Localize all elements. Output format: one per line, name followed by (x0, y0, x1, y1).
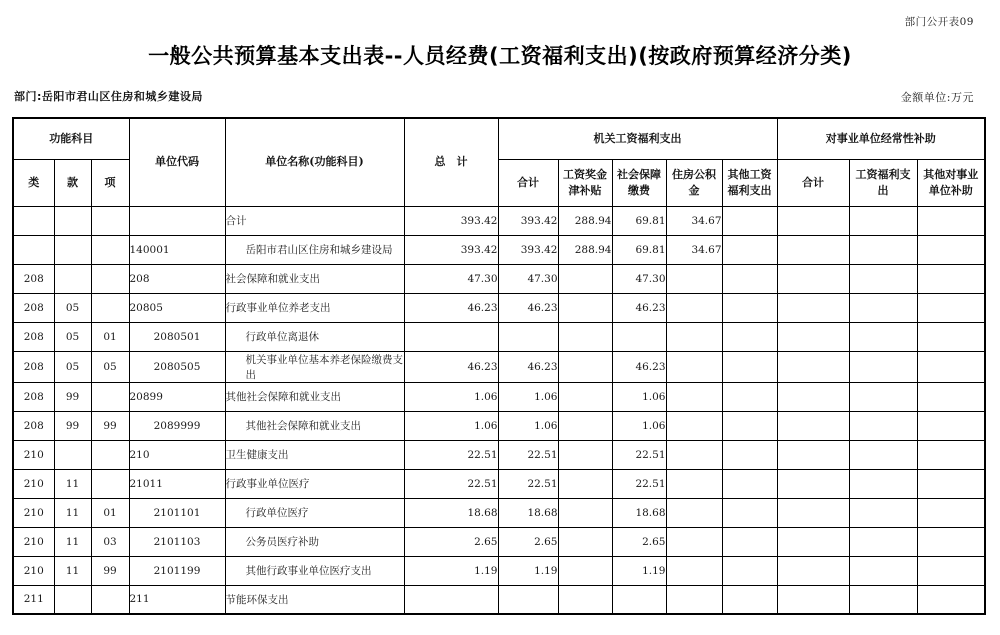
cell-class: 208 (13, 293, 54, 322)
table-row (13, 411, 985, 440)
header-g2-salary-welfare: 工资福利支出 (849, 159, 917, 206)
cell-g2-other (917, 293, 985, 322)
cell-section (54, 585, 91, 614)
header-g1-housing-fund: 住房公积金 (666, 159, 722, 206)
cell-unit-name: 机关事业单位基本养老保险缴费支出 (225, 351, 404, 382)
cell-g2-salary-welfare (849, 382, 917, 411)
cell-class: 208 (13, 351, 54, 382)
cell-g1-social-security (612, 585, 666, 614)
cell-g1-housing-fund (666, 469, 722, 498)
cell-g1-housing-fund: 34.67 (666, 235, 722, 264)
table-row (13, 322, 985, 351)
table-row (13, 235, 985, 264)
cell-g2-subtotal (777, 411, 849, 440)
cell-g1-housing-fund (666, 411, 722, 440)
cell-unit-name: 其他社会保障和就业支出 (225, 382, 404, 411)
cell-g1-housing-fund: 34.67 (666, 206, 722, 235)
cell-g2-other (917, 585, 985, 614)
header-g1-other: 其他工资福利支出 (722, 159, 777, 206)
cell-g1-other (722, 351, 777, 382)
cell-g1-social-security (612, 322, 666, 351)
cell-g1-social-security: 69.81 (612, 206, 666, 235)
cell-g2-salary-welfare (849, 498, 917, 527)
cell-g1-housing-fund (666, 351, 722, 382)
cell-unit-name: 岳阳市君山区住房和城乡建设局 (225, 235, 404, 264)
cell-class: 208 (13, 382, 54, 411)
table-row (13, 440, 985, 469)
cell-item: 05 (91, 351, 129, 382)
header-g2-other: 其他对事业单位补助 (917, 159, 985, 206)
cell-g1-social-security: 2.65 (612, 527, 666, 556)
cell-unit-code: 140001 (129, 235, 225, 264)
cell-unit-name: 合计 (225, 206, 404, 235)
corner-table-number: 部门公开表09 (904, 16, 974, 28)
budget-table (12, 117, 986, 615)
cell-g1-other (722, 585, 777, 614)
cell-g1-other (722, 382, 777, 411)
table-row (13, 351, 985, 382)
cell-g1-other (722, 264, 777, 293)
table-row (13, 382, 985, 411)
cell-grand-total (404, 585, 498, 614)
cell-g1-social-security: 22.51 (612, 440, 666, 469)
cell-g2-subtotal (777, 556, 849, 585)
cell-grand-total (404, 322, 498, 351)
header-group-salary-welfare: 机关工资福利支出 (498, 118, 777, 159)
cell-section: 99 (54, 382, 91, 411)
cell-section (54, 440, 91, 469)
cell-g1-social-security: 69.81 (612, 235, 666, 264)
cell-g1-other (722, 556, 777, 585)
cell-item: 01 (91, 498, 129, 527)
header-functional-subject: 功能科目 (13, 118, 129, 159)
cell-g1-wages-bonus: 288.94 (558, 235, 612, 264)
cell-g2-salary-welfare (849, 264, 917, 293)
page-title: 一般公共预算基本支出表--人员经费(工资福利支出)(按政府预算经济分类) (148, 44, 852, 68)
table-header (13, 118, 985, 206)
cell-g1-other (722, 440, 777, 469)
cell-g2-subtotal (777, 527, 849, 556)
table-body (13, 206, 985, 614)
cell-g1-other (722, 527, 777, 556)
cell-class (13, 235, 54, 264)
cell-g1-other (722, 235, 777, 264)
header-grand-total: 总 计 (404, 118, 498, 206)
cell-unit-name: 其他行政事业单位医疗支出 (225, 556, 404, 585)
cell-g1-housing-fund (666, 585, 722, 614)
cell-unit-name: 公务员医疗补助 (225, 527, 404, 556)
cell-g1-social-security: 47.30 (612, 264, 666, 293)
cell-g1-other (722, 498, 777, 527)
cell-g1-social-security: 1.19 (612, 556, 666, 585)
cell-g2-subtotal (777, 351, 849, 382)
cell-section: 11 (54, 469, 91, 498)
cell-g1-housing-fund (666, 440, 722, 469)
cell-g1-subtotal: 22.51 (498, 440, 558, 469)
cell-section (54, 235, 91, 264)
cell-item (91, 440, 129, 469)
header-section: 款 (54, 159, 91, 206)
header-item: 项 (91, 159, 129, 206)
cell-item (91, 382, 129, 411)
cell-section: 05 (54, 293, 91, 322)
cell-class (13, 206, 54, 235)
cell-unit-code: 20899 (129, 382, 225, 411)
cell-g1-housing-fund (666, 293, 722, 322)
table-row (13, 527, 985, 556)
cell-g2-other (917, 235, 985, 264)
cell-unit-code: 210 (129, 440, 225, 469)
cell-g1-wages-bonus (558, 382, 612, 411)
cell-g2-salary-welfare (849, 293, 917, 322)
cell-unit-code: 2089999 (129, 411, 225, 440)
cell-unit-code: 211 (129, 585, 225, 614)
cell-g1-other (722, 293, 777, 322)
cell-g1-social-security: 46.23 (612, 351, 666, 382)
cell-g1-wages-bonus (558, 556, 612, 585)
cell-g1-subtotal: 2.65 (498, 527, 558, 556)
cell-g2-other (917, 206, 985, 235)
cell-section: 11 (54, 498, 91, 527)
cell-g2-salary-welfare (849, 585, 917, 614)
cell-section (54, 264, 91, 293)
cell-grand-total: 46.23 (404, 293, 498, 322)
header-g1-social-security: 社会保障缴费 (612, 159, 666, 206)
table-row (13, 469, 985, 498)
table-row (13, 293, 985, 322)
cell-g1-wages-bonus (558, 322, 612, 351)
cell-g2-salary-welfare (849, 556, 917, 585)
cell-class: 210 (13, 469, 54, 498)
cell-grand-total: 1.06 (404, 411, 498, 440)
cell-grand-total: 393.42 (404, 206, 498, 235)
cell-class: 210 (13, 498, 54, 527)
cell-section: 11 (54, 527, 91, 556)
cell-g2-other (917, 556, 985, 585)
cell-g2-subtotal (777, 235, 849, 264)
cell-unit-code: 208 (129, 264, 225, 293)
cell-g2-other (917, 498, 985, 527)
cell-unit-code: 2080505 (129, 351, 225, 382)
cell-item: 99 (91, 411, 129, 440)
cell-g1-social-security: 1.06 (612, 411, 666, 440)
cell-g2-other (917, 469, 985, 498)
cell-class: 211 (13, 585, 54, 614)
cell-g2-other (917, 382, 985, 411)
cell-unit-name: 社会保障和就业支出 (225, 264, 404, 293)
cell-g1-housing-fund (666, 556, 722, 585)
cell-g1-subtotal (498, 585, 558, 614)
amount-unit-label: 金额单位:万元 (900, 91, 974, 104)
cell-item (91, 585, 129, 614)
cell-g2-subtotal (777, 293, 849, 322)
cell-g1-subtotal: 22.51 (498, 469, 558, 498)
cell-grand-total: 393.42 (404, 235, 498, 264)
cell-g1-wages-bonus (558, 469, 612, 498)
header-group-institution-subsidy: 对事业单位经常性补助 (777, 118, 985, 159)
cell-g2-salary-welfare (849, 206, 917, 235)
cell-g1-wages-bonus (558, 293, 612, 322)
cell-class: 210 (13, 527, 54, 556)
cell-g2-salary-welfare (849, 235, 917, 264)
cell-g2-other (917, 411, 985, 440)
cell-grand-total: 1.19 (404, 556, 498, 585)
cell-section (54, 206, 91, 235)
cell-item (91, 469, 129, 498)
cell-g1-subtotal: 47.30 (498, 264, 558, 293)
cell-g1-subtotal: 46.23 (498, 293, 558, 322)
cell-g2-subtotal (777, 585, 849, 614)
cell-item: 03 (91, 527, 129, 556)
cell-g1-other (722, 206, 777, 235)
cell-class: 210 (13, 556, 54, 585)
cell-grand-total: 1.06 (404, 382, 498, 411)
cell-g1-subtotal (498, 322, 558, 351)
cell-section: 99 (54, 411, 91, 440)
cell-g1-subtotal: 1.19 (498, 556, 558, 585)
cell-g2-subtotal (777, 469, 849, 498)
cell-unit-name: 行政事业单位养老支出 (225, 293, 404, 322)
cell-g1-housing-fund (666, 382, 722, 411)
cell-g1-wages-bonus (558, 264, 612, 293)
table-row (13, 206, 985, 235)
table-row (13, 498, 985, 527)
cell-g1-housing-fund (666, 527, 722, 556)
cell-g1-social-security: 46.23 (612, 293, 666, 322)
cell-g1-housing-fund (666, 322, 722, 351)
header-g1-subtotal: 合计 (498, 159, 558, 206)
cell-g1-subtotal: 1.06 (498, 382, 558, 411)
cell-item (91, 206, 129, 235)
cell-unit-code: 2101199 (129, 556, 225, 585)
cell-unit-code (129, 206, 225, 235)
cell-unit-code: 2101103 (129, 527, 225, 556)
cell-section: 05 (54, 322, 91, 351)
cell-class: 210 (13, 440, 54, 469)
cell-g2-subtotal (777, 498, 849, 527)
cell-unit-code: 21011 (129, 469, 225, 498)
cell-grand-total: 47.30 (404, 264, 498, 293)
cell-grand-total: 18.68 (404, 498, 498, 527)
cell-unit-name: 其他社会保障和就业支出 (225, 411, 404, 440)
cell-g1-subtotal: 46.23 (498, 351, 558, 382)
cell-item (91, 293, 129, 322)
cell-item (91, 264, 129, 293)
table-row (13, 264, 985, 293)
cell-unit-code: 2080501 (129, 322, 225, 351)
cell-g2-other (917, 264, 985, 293)
cell-g1-other (722, 322, 777, 351)
cell-grand-total: 46.23 (404, 351, 498, 382)
cell-g2-salary-welfare (849, 351, 917, 382)
cell-unit-code: 2101101 (129, 498, 225, 527)
header-unit-code: 单位代码 (129, 118, 225, 206)
cell-unit-name: 节能环保支出 (225, 585, 404, 614)
cell-class: 208 (13, 411, 54, 440)
cell-g1-subtotal: 393.42 (498, 206, 558, 235)
cell-g1-other (722, 469, 777, 498)
cell-g2-salary-welfare (849, 322, 917, 351)
cell-g2-subtotal (777, 440, 849, 469)
cell-g2-other (917, 440, 985, 469)
department-label: 部门:岳阳市君山区住房和城乡建设局 (14, 90, 203, 103)
cell-g2-salary-welfare (849, 411, 917, 440)
cell-g1-social-security: 1.06 (612, 382, 666, 411)
cell-class: 208 (13, 322, 54, 351)
cell-unit-name: 行政单位离退休 (225, 322, 404, 351)
cell-section: 05 (54, 351, 91, 382)
cell-unit-code: 20805 (129, 293, 225, 322)
cell-g1-subtotal: 393.42 (498, 235, 558, 264)
cell-item (91, 235, 129, 264)
header-g2-subtotal: 合计 (777, 159, 849, 206)
cell-g1-other (722, 411, 777, 440)
cell-g2-salary-welfare (849, 440, 917, 469)
header-unit-name: 单位名称(功能科目) (225, 118, 404, 206)
cell-g1-social-security: 22.51 (612, 469, 666, 498)
cell-class: 208 (13, 264, 54, 293)
cell-unit-name: 行政事业单位医疗 (225, 469, 404, 498)
cell-section: 11 (54, 556, 91, 585)
cell-unit-name: 卫生健康支出 (225, 440, 404, 469)
cell-g1-subtotal: 1.06 (498, 411, 558, 440)
cell-g1-social-security: 18.68 (612, 498, 666, 527)
cell-g2-other (917, 351, 985, 382)
cell-grand-total: 22.51 (404, 469, 498, 498)
cell-g2-subtotal (777, 206, 849, 235)
cell-g1-wages-bonus (558, 411, 612, 440)
cell-g2-other (917, 322, 985, 351)
cell-g1-housing-fund (666, 498, 722, 527)
cell-g2-subtotal (777, 264, 849, 293)
cell-g2-subtotal (777, 382, 849, 411)
cell-grand-total: 2.65 (404, 527, 498, 556)
cell-g1-wages-bonus (558, 527, 612, 556)
cell-g1-wages-bonus: 288.94 (558, 206, 612, 235)
cell-g2-salary-welfare (849, 527, 917, 556)
table-row (13, 585, 985, 614)
header-g1-wages-bonus: 工资奖金津补贴 (558, 159, 612, 206)
cell-grand-total: 22.51 (404, 440, 498, 469)
table-row (13, 556, 985, 585)
cell-g2-other (917, 527, 985, 556)
cell-item: 01 (91, 322, 129, 351)
cell-g1-wages-bonus (558, 498, 612, 527)
cell-g1-housing-fund (666, 264, 722, 293)
cell-g1-subtotal: 18.68 (498, 498, 558, 527)
cell-g1-wages-bonus (558, 585, 612, 614)
cell-g2-salary-welfare (849, 469, 917, 498)
cell-g1-wages-bonus (558, 440, 612, 469)
cell-unit-name: 行政单位医疗 (225, 498, 404, 527)
header-class: 类 (13, 159, 54, 206)
cell-g2-subtotal (777, 322, 849, 351)
cell-g1-wages-bonus (558, 351, 612, 382)
cell-item: 99 (91, 556, 129, 585)
